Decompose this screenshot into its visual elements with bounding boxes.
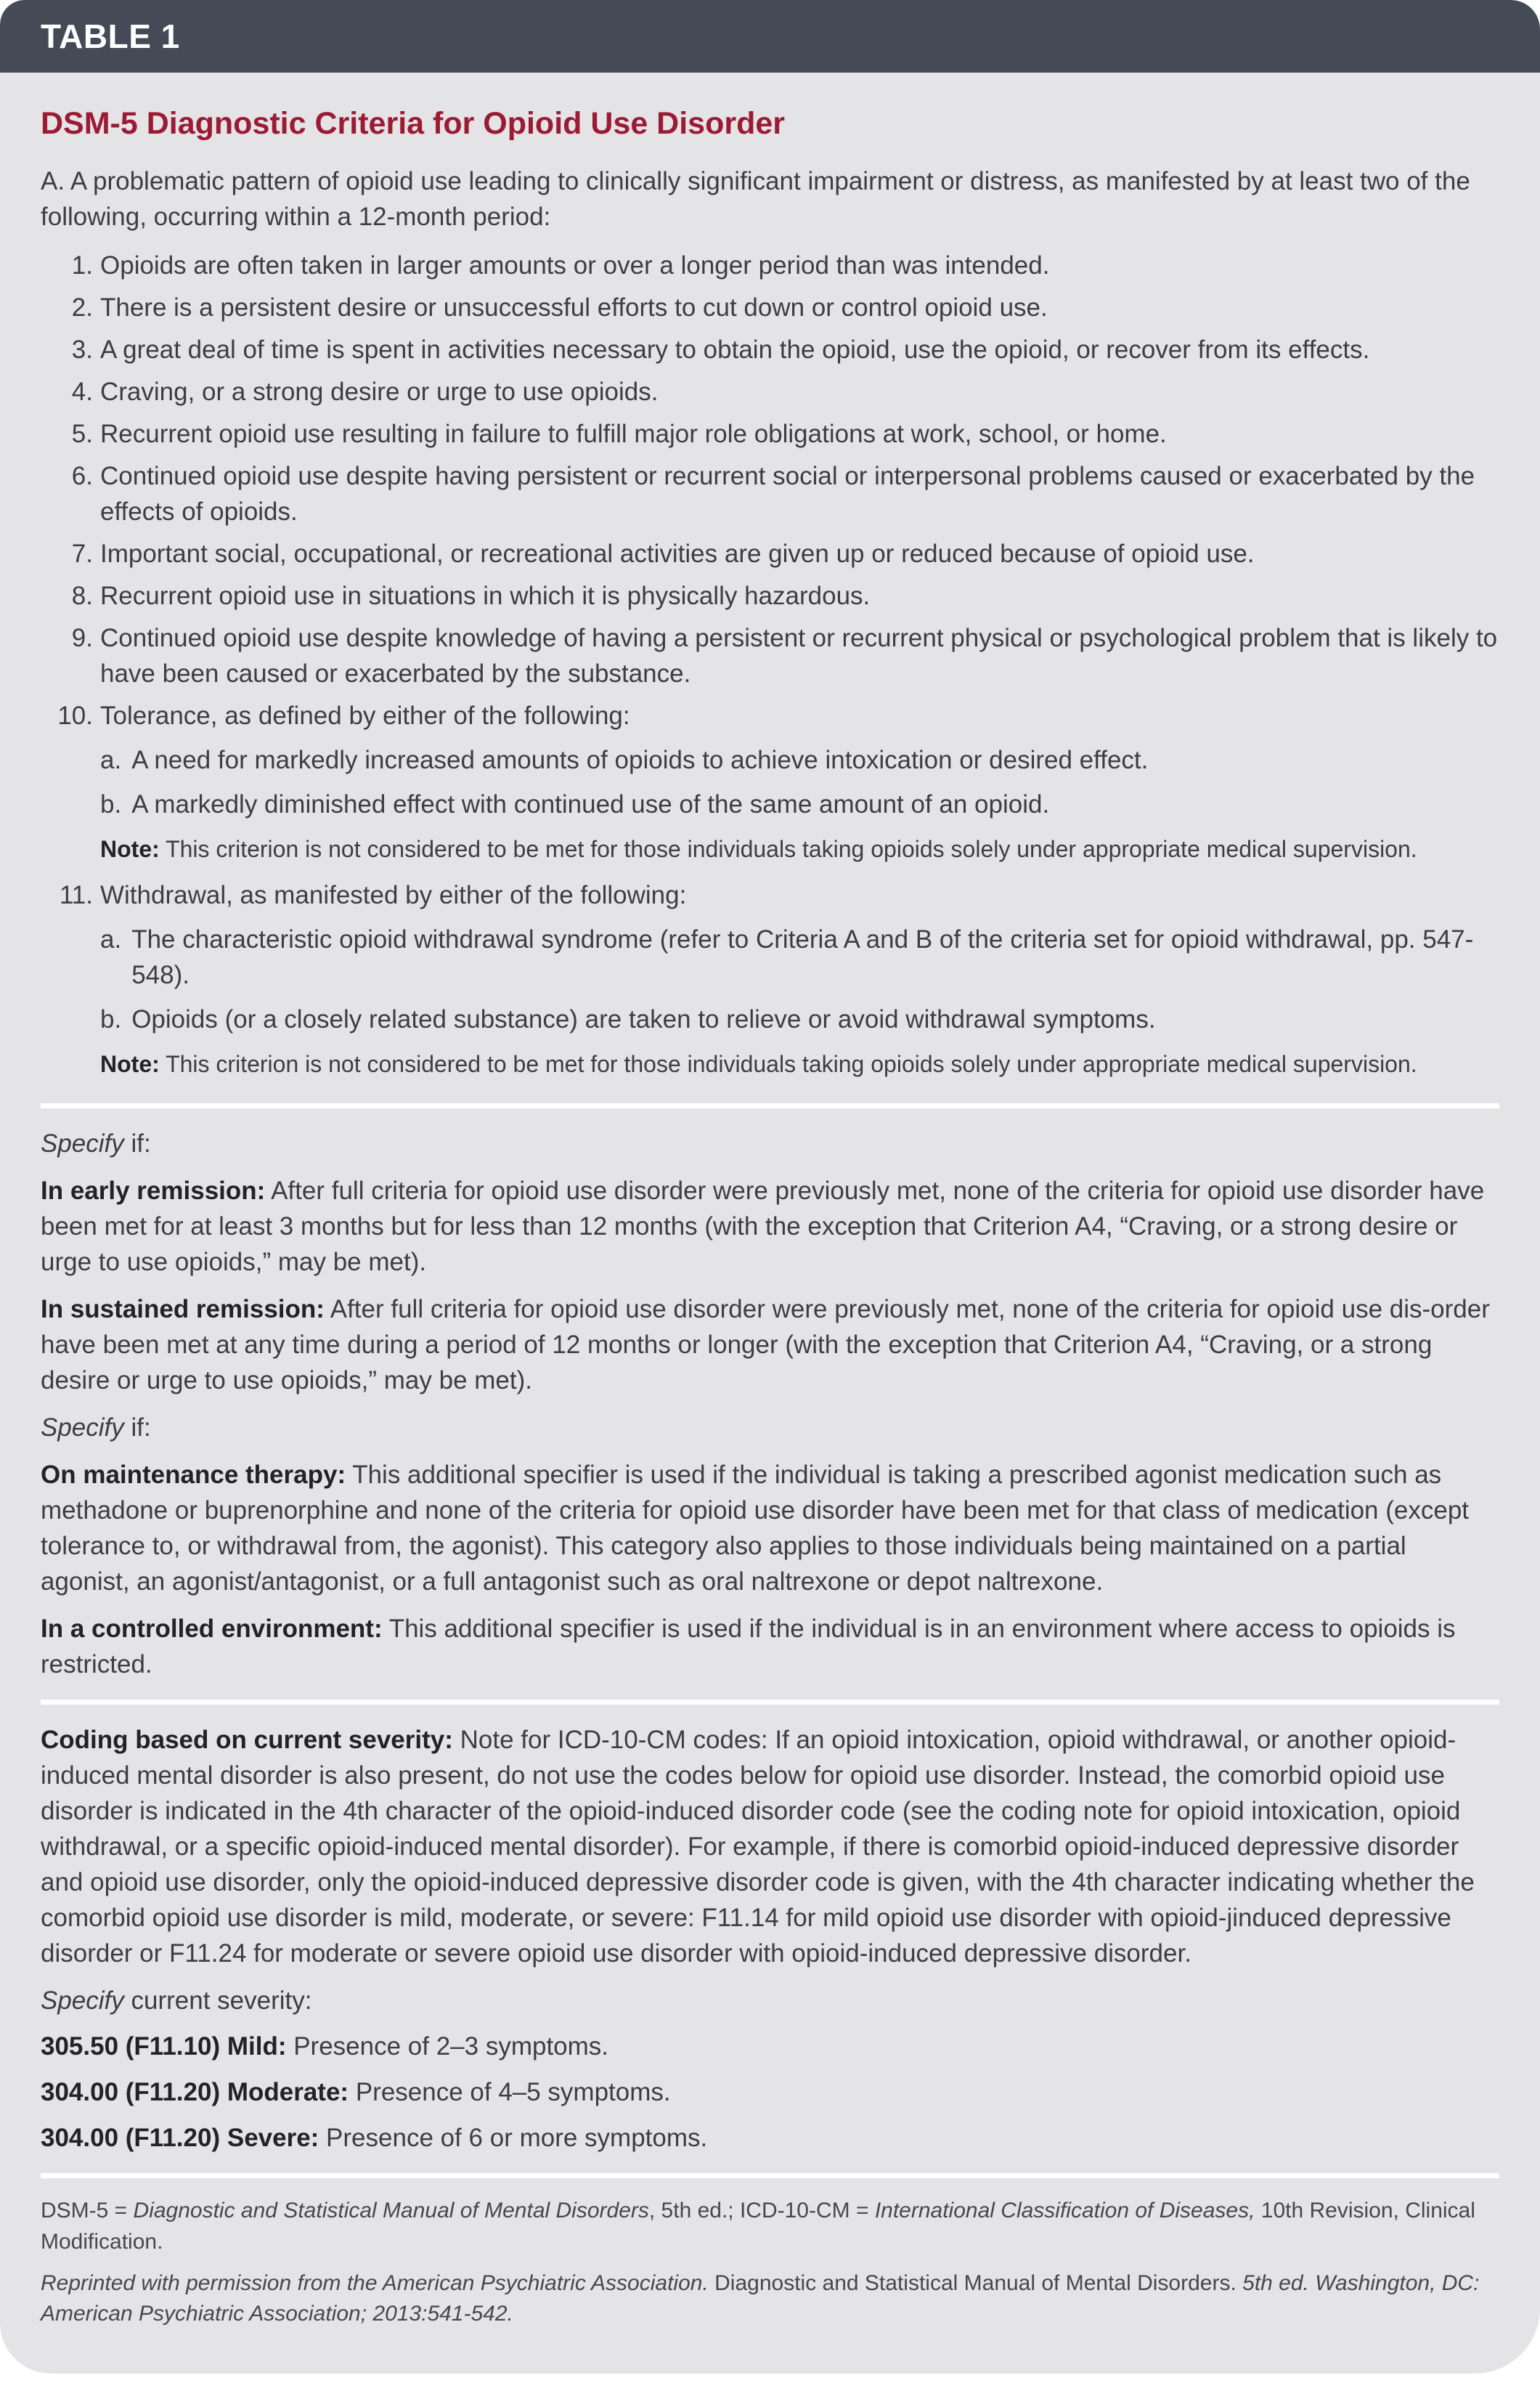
early-remission-paragraph [41, 1173, 1499, 1280]
specify-if-heading [41, 1126, 1499, 1161]
criterion-number: 7. [71, 540, 93, 568]
note-text: This criterion is not considered to be met for those individuals taking opioids solely under appropriate medical supervision. [159, 836, 1417, 862]
footnote-mid: , 5th ed.; ICD-10-CM = [648, 2199, 875, 2223]
criterion-7 [41, 536, 1499, 572]
specify-italic: Specify [41, 1129, 124, 1158]
footnote-abbreviations [41, 2196, 1499, 2257]
criterion-body [100, 698, 1499, 871]
coding-paragraph [41, 1722, 1499, 1971]
table-title: DSM-5 Diagnostic Criteria for Opioid Use Disorder [41, 106, 786, 141]
criterion-number: 2. [71, 293, 93, 322]
severity-mild-label: 305.50 (F11.10) Mild: [41, 2032, 287, 2061]
criterion-text: Opioids are often taken in larger amounts or over a longer period than was intended. [100, 251, 1050, 280]
footnote-italic-dsm: Diagnostic and Statistical Manual of Mental Disorders [133, 2199, 649, 2223]
coding-text: Note for ICD-10-CM codes: If an opioid intoxication, opioid withdrawal, or another opioid-induced mental disorder is also present, do not use the codes below for opioid use disorder. Instead, the comorbid opioid use disorder is indicated in the 4th character of the opioid-induced disorder code (see the coding note for opioid intoxication, opioid withdrawal, or a specific opioid-induced mental disorder). For example, if there is comorbid opioid-induced depressive disorder and opioid use disorder, only the opioid-induced depressive disorder code is given, with the 4th character indicating whether the comorbid opioid use disorder is mild, moderate, or severe: F11.14 for mild opioid use disorder with opioid-jinduced depressive disorder or F11.24 for moderate or severe opioid use disorder with opioid-induced depressive disorder. [41, 1726, 1475, 1968]
sub-criterion-text: The characteristic opioid withdrawal syndrome (refer to Criteria A and B of the criteria set for opioid withdrawal, pp. 547-548). [131, 925, 1474, 990]
sustained-remission-text: After full criteria for opioid use disorder were previously met, none of the criteria for opioid use dis-order have been met at any time during a period of 12 months or longer (with the exception that Criterion A4, “Craving, or a strong desire or urge to use opioids,” may be met). [41, 1295, 1490, 1395]
criterion-text: Important social, occupational, or recreational activities are given up or reduced because of opioid use. [100, 540, 1255, 568]
severity-mild-text: Presence of 2–3 symptoms. [286, 2032, 609, 2061]
specify-rest: if: [123, 1129, 151, 1158]
criterion-number: 1. [71, 251, 93, 280]
criteria-list [41, 248, 1499, 1086]
sub-criterion-10b [100, 787, 1499, 822]
criterion-6 [41, 458, 1499, 529]
early-remission-text: After full criteria for opioid use disorder were previously met, none of the criteria for opioid use disorder have been met for at least 3 months but for less than 12 months (with the exception that Criterion A4, “Craving, or a strong desire or urge to use opioids,” may be met). [41, 1177, 1485, 1277]
criterion-5 [41, 416, 1499, 452]
table-label: TABLE 1 [41, 17, 180, 55]
criterion-9 [41, 620, 1499, 691]
sub-criterion-letter: a. [100, 925, 122, 954]
criterion-text: Continued opioid use despite having persistent or recurrent social or interpersonal problems caused or exacerbated by the effects of opioids. [100, 462, 1475, 526]
criterion-number: 5. [71, 420, 93, 448]
criterion-text: Recurrent opioid use resulting in failure to fulfill major role obligations at work, school, or home. [100, 420, 1167, 448]
criterion-11 [41, 877, 1499, 1086]
footnote-divider [41, 2173, 1499, 2178]
sub-criterion-11a [100, 922, 1499, 993]
sub-criterion-letter: a. [100, 746, 122, 774]
severity-moderate-label: 304.00 (F11.20) Moderate: [41, 2078, 349, 2107]
specify-rest: if: [123, 1413, 151, 1442]
severity-mild [41, 2029, 1499, 2064]
severity-moderate [41, 2074, 1499, 2110]
criterion-text: Continued opioid use despite knowledge of having a persistent or recurrent physical or psychological problem that is likely to have been caused or exacerbated by the substance. [100, 624, 1498, 688]
criterion-text: Withdrawal, as manifested by either of the following: [100, 881, 687, 910]
sub-criterion-letter: b. [100, 790, 122, 819]
controlled-environment-paragraph [41, 1611, 1499, 1682]
reprint-italic-post: 5th ed. Washington, DC: American Psychiatric Association; 2013:541-542. [41, 2270, 1480, 2326]
coding-label: Coding based on current severity: [41, 1726, 453, 1755]
criterion-text: Recurrent opioid use in situations in which it is physically hazardous. [100, 582, 871, 610]
criterion-11-note [100, 1049, 1499, 1080]
maintenance-therapy-label: On maintenance therapy: [41, 1461, 346, 1490]
table-body [0, 73, 1540, 2374]
criterion-number: 10. [57, 702, 93, 730]
specify-rest: current severity: [123, 1986, 312, 2015]
specify-if-heading-2 [41, 1410, 1499, 1445]
criterion-number: 11. [59, 881, 93, 910]
criterion-text: A great deal of time is spent in activities necessary to obtain the opioid, use the opioid, or recover from its effects. [100, 336, 1370, 364]
criterion-number: 3. [71, 336, 93, 364]
criterion-number: 4. [71, 378, 93, 406]
sustained-remission-label: In sustained remission: [41, 1295, 325, 1324]
note-text: This criterion is not considered to be met for those individuals taking opioids solely under appropriate medical supervision. [159, 1051, 1417, 1078]
specify-severity-heading [41, 1983, 1499, 2018]
severity-severe-label: 304.00 (F11.20) Severe: [41, 2124, 319, 2153]
criterion-number: 9. [71, 624, 93, 652]
footnote-reprint [41, 2268, 1499, 2330]
criterion-3 [41, 332, 1499, 368]
early-remission-label: In early remission: [41, 1177, 266, 1206]
severity-severe [41, 2120, 1499, 2156]
footnote-pre: DSM-5 = [41, 2199, 134, 2223]
criterion-body [100, 877, 1499, 1086]
sub-criterion-text: Opioids (or a closely related substance) are taken to relieve or avoid withdrawal symptoms. [131, 1005, 1156, 1034]
controlled-environment-text: This additional specifier is used if the individual is in an environment where access to opioids is restricted. [41, 1615, 1456, 1679]
section-divider [41, 1700, 1499, 1705]
sub-criterion-11b [100, 1002, 1499, 1037]
reprint-mid: Diagnostic and Statistical Manual of Mental Disorders. [708, 2270, 1243, 2295]
criterion-a-intro: A. A problematic pattern of opioid use leading to clinically significant impairment or distress, as manifested by at least two of the following, occurring within a 12-month period: [41, 167, 1470, 231]
criterion-2 [41, 290, 1499, 325]
specify-italic: Specify [41, 1413, 124, 1442]
sub-criterion-letter: b. [100, 1005, 122, 1034]
table-header-bar [0, 0, 1540, 73]
reprint-italic-pre: Reprinted with permission from the American Psychiatric Association. [41, 2270, 709, 2295]
criterion-number: 8. [71, 582, 93, 610]
criterion-text: Craving, or a strong desire or urge to use opioids. [100, 378, 659, 406]
sustained-remission-paragraph [41, 1291, 1499, 1398]
criterion-10 [41, 698, 1499, 871]
footnote-post: 10th Revision, Clinical Modification. [41, 2199, 1475, 2254]
maintenance-therapy-paragraph [41, 1457, 1499, 1599]
severity-moderate-text: Presence of 4–5 symptoms. [349, 2078, 671, 2107]
sub-criterion-10a [100, 742, 1499, 778]
specify-italic: Specify [41, 1986, 124, 2015]
note-label: Note: [100, 1051, 160, 1078]
criterion-text: Tolerance, as defined by either of the following: [100, 702, 630, 730]
criterion-8 [41, 578, 1499, 614]
note-label: Note: [100, 836, 160, 862]
criterion-4 [41, 374, 1499, 410]
section-divider [41, 1103, 1499, 1108]
controlled-environment-label: In a controlled environment: [41, 1615, 383, 1644]
criterion-number: 6. [71, 462, 93, 490]
severity-severe-text: Presence of 6 or more symptoms. [319, 2124, 708, 2153]
criterion-10-note [100, 834, 1499, 865]
sub-criterion-text: A need for markedly increased amounts of opioids to achieve intoxication or desired effect. [131, 746, 1149, 774]
footnote-italic-icd: International Classification of Diseases, [874, 2199, 1255, 2223]
criterion-text: There is a persistent desire or unsuccessful efforts to cut down or control opioid use. [100, 293, 1048, 322]
criterion-1 [41, 248, 1499, 283]
maintenance-therapy-text: This additional specifier is used if the individual is taking a prescribed agonist medication such as methadone or buprenorphine and none of the criteria for opioid use disorder have been met for that class of medication (except tolerance to, or withdrawal from, the agonist). This category also applies to those individuals being maintained on a partial agonist, an agonist/antagonist, or a full antagonist such as oral naltrexone or depot naltrexone. [41, 1461, 1470, 1596]
sub-criterion-text: A markedly diminished effect with continued use of the same amount of an opioid. [131, 790, 1050, 819]
